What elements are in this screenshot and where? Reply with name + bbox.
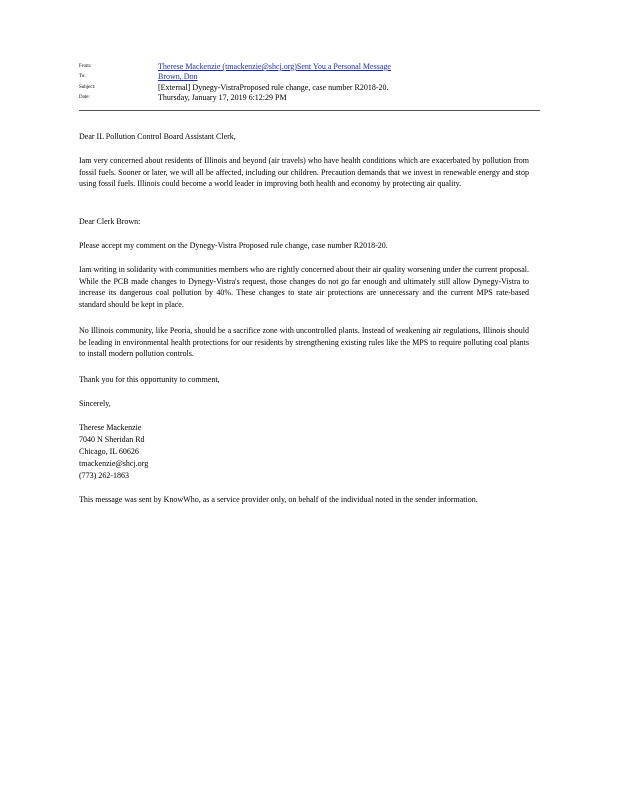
thanks-line: Thank you for this opportunity to comment, [79,375,220,384]
paragraph-comment: Please accept my comment on the Dynegy-Vistra Proposed rule change, case number R2018-20. [79,241,388,250]
paragraph-sacrifice-zone: No Illinois community, like Peoria, should be a sacrifice zone with uncontrolled plants. Instead of weakening air regulations, Illinois should be leading in environmental health protections for our residents by strengthening existing rules like the MPS to require polluting coal plants to install modern pollution controls. [79,326,529,359]
salutation-board-clerk: Dear IL Pollution Control Board Assistant Clerk, [79,132,236,141]
header-to-row [79,72,549,83]
to-value-link[interactable]: Brown, Don [158,72,198,81]
paragraph-concern: Iam very concerned about residents of Illinois and beyond (air travels) who have health conditions which are exacerbated by pollution from fossil fuels. Sooner or later, we will all be affected, including our children. Precaution demands that we invest in renewable energy and stop using fossil fuels. Illinois could become a world leader in improving both health and economy by protecting air quality. [79,156,529,189]
from-label: From: [79,64,92,69]
subject-label: Subject: [79,85,96,90]
signature-phone: (773) 262-1863 [79,471,129,480]
signature-name: Therese Mackenzie [79,423,142,432]
salutation-clerk-brown: Dear Clerk Brown: [79,217,141,226]
header-date-row [79,93,549,104]
paragraph-solidarity: Iam writing in solidarity with communities members who are rightly concerned about their air quality worsening under the current proposal. While the PCB made changes to Dynegy-Vistra's request, those changes do not go far enough and ultimately still allow Dynegy-Vistra to increase its dangerous coal pollution by 40%. These changes to state air protections are unnecessary and the current MPS rate-based standard should be kept in place. [79,265,529,310]
from-value-link[interactable]: Therese Mackenzie (tmackenzie@shcj.org)Sent You a Personal Message [158,62,391,71]
date-label: Date: [79,95,90,100]
to-label: To: [79,74,86,79]
signature-email: tmackenzie@shcj.org [79,459,149,468]
footer-disclaimer: This message was sent by KnowWho, as a service provider only, on behalf of the individual noted in the sender information. [79,495,478,504]
closing-line: Sincerely, [79,399,111,408]
date-value: Thursday, January 17, 2019 6:12:29 PM [158,93,287,102]
header-divider [79,110,540,111]
subject-value: [External] Dynegy-VistraProposed rule change, case number R2018-20. [158,83,389,92]
signature-city: Chicago, IL 60626 [79,447,139,456]
signature-street: 7040 N Sheridan Rd [79,435,145,444]
